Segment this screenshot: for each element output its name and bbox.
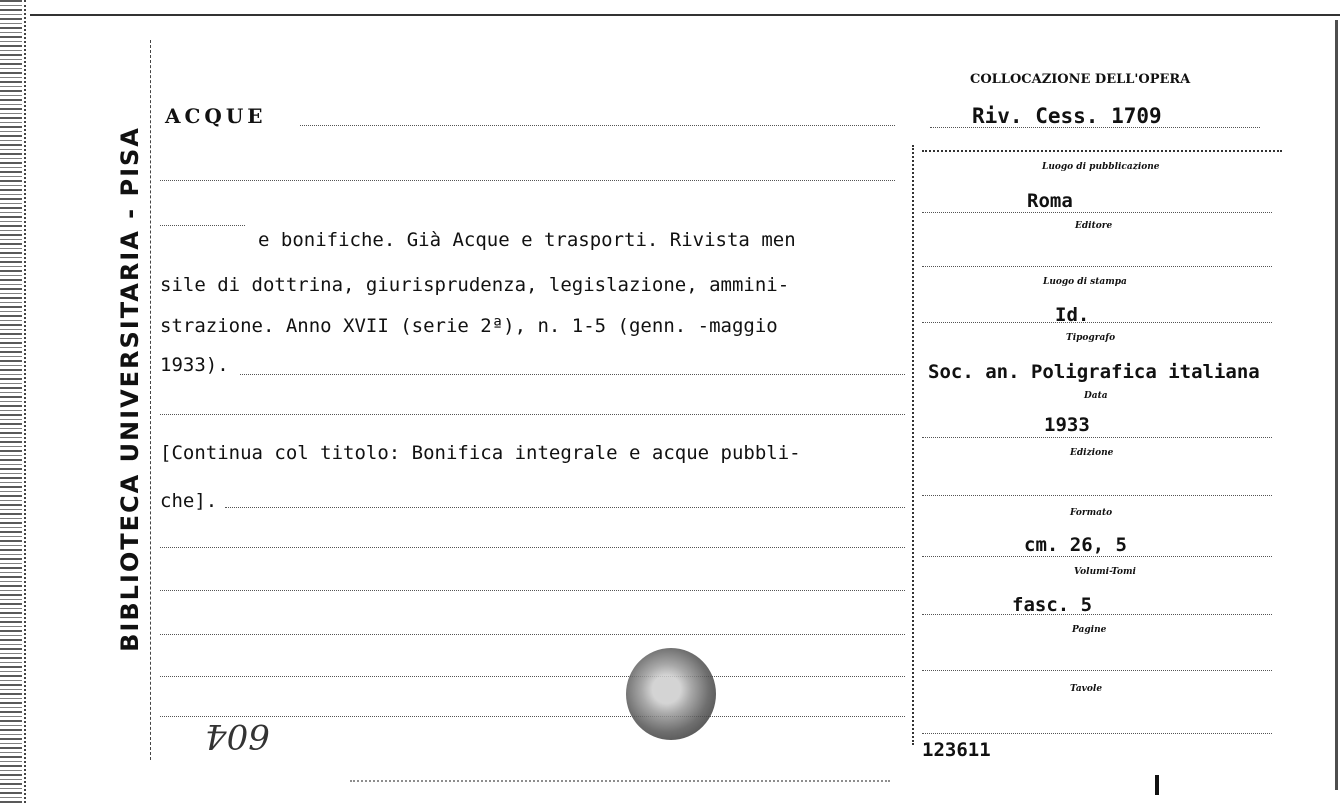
label-tipografo: Tipografo [1066, 333, 1116, 343]
rule-line [922, 266, 1272, 267]
card-left-perforation [24, 0, 32, 803]
inventory-number: 123611 [922, 739, 991, 761]
entry-title: ACQUE [165, 104, 267, 128]
value-formato: cm. 26, 5 [1024, 534, 1127, 556]
label-volumi-tomi: Volumi-Tomi [1074, 567, 1136, 577]
value-volumi-tomi: fasc. 5 [1012, 594, 1093, 616]
handwritten-number: 604 [205, 716, 270, 756]
label-editore: Editore [1075, 221, 1113, 231]
right-column-divider [912, 145, 916, 745]
rule-line [240, 374, 905, 375]
rule-line [300, 125, 895, 126]
library-stamp-vertical: BIBLIOTECA UNIVERSITARIA - PISA [116, 126, 144, 652]
rule-line [922, 437, 1272, 438]
label-edizione: Edizione [1070, 448, 1114, 458]
rule-line [160, 547, 905, 548]
card-right-edge [1327, 20, 1338, 790]
rule-line [160, 634, 905, 635]
label-data: Data [1084, 391, 1108, 401]
body-line-3: strazione. Anno XVII (serie 2ª), n. 1-5 (genn. -maggio [160, 315, 778, 337]
rule-line [922, 150, 1282, 152]
rule-line [160, 180, 895, 181]
label-formato: Formato [1070, 508, 1113, 518]
value-data: 1933 [1044, 414, 1090, 436]
rule-line [922, 495, 1272, 496]
rule-line [922, 614, 1272, 615]
label-tavole: Tavole [1070, 684, 1103, 694]
value-luogo-stampa: Id. [1055, 304, 1090, 326]
label-pagine: Pagine [1072, 625, 1107, 635]
collocazione-heading: COLLOCAZIONE DELL'OPERA [970, 72, 1191, 87]
rule-line [160, 716, 905, 717]
rule-line [160, 590, 905, 591]
label-luogo-pubblicazione: Luogo di pubblicazione [1042, 162, 1160, 172]
card-left-edge [0, 0, 22, 803]
card-top-edge [30, 0, 1340, 16]
rule-line [225, 507, 905, 508]
rule-line [922, 670, 1272, 671]
body-line-1: e bonifiche. Già Acque e trasporti. Rivista men [258, 229, 796, 251]
label-luogo-stampa: Luogo di stampa [1043, 277, 1127, 287]
rule-line [922, 212, 1272, 213]
body-line-4: 1933). [160, 354, 229, 376]
rule-line [922, 733, 1272, 734]
library-seal-stamp [626, 648, 716, 740]
body-line-2: sile di dottrina, giurisprudenza, legislazione, ammini- [160, 274, 790, 296]
body-line-6: che]. [160, 490, 218, 512]
value-tipografo: Soc. an. Poligrafica italiana [928, 361, 1260, 383]
rule-line [922, 322, 1272, 323]
collocazione-value: Riv. Cess. 1709 [972, 104, 1162, 128]
rule-line [930, 127, 1260, 128]
body-line-5: [Continua col titolo: Bonifica integrale e acque pubbli- [160, 442, 801, 464]
rule-line [160, 676, 905, 677]
bottom-mark [1155, 775, 1159, 795]
rule-line [922, 556, 1272, 557]
rule-line [160, 414, 905, 415]
left-margin-line [150, 40, 151, 760]
rule-line [160, 225, 245, 226]
value-luogo-pubblicazione: Roma [1027, 190, 1073, 212]
bottom-smudge [350, 768, 890, 782]
